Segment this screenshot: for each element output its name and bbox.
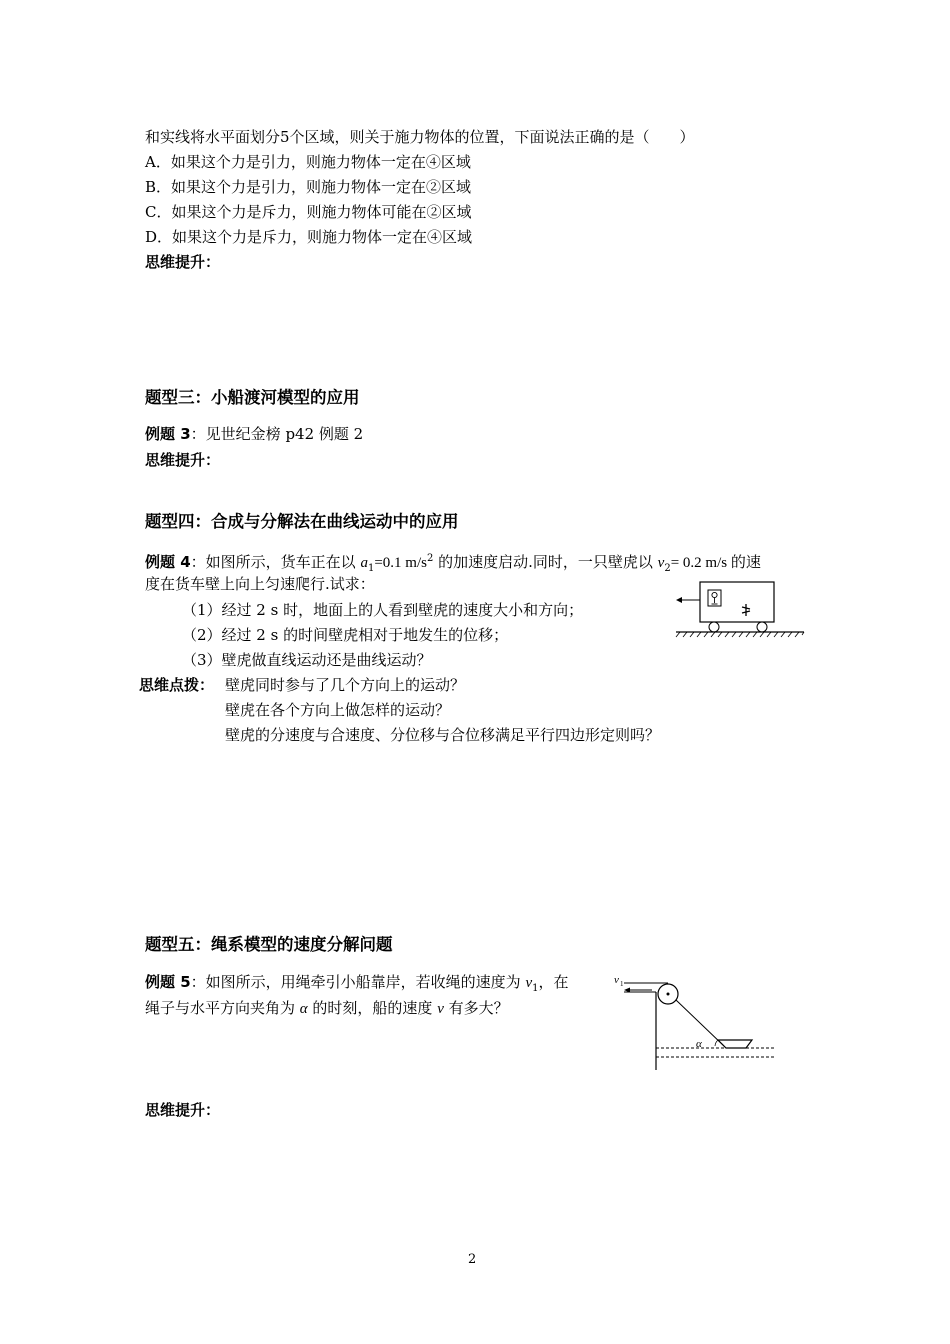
alpha-symbol: α — [299, 1001, 308, 1017]
example3-text: ：见世纪金榜 p42 例题 2 — [190, 425, 364, 443]
example5-line1 — [145, 972, 569, 999]
example3-label: 例题 3 — [145, 425, 191, 443]
accel-value: =0.1 m/s — [374, 555, 427, 571]
example4-text-a: ：如图所示，货车正在以 — [190, 553, 361, 571]
motion-arrow-head — [676, 597, 682, 603]
example4-label: 例题 4 — [145, 553, 191, 571]
type5-reflection-label: 思维提升： — [145, 1101, 221, 1119]
accel-symbol: a — [360, 555, 368, 571]
velocity-symbol: v — [657, 555, 665, 571]
q2-stem-tail: 和实线将水平面划分5个区域，则关于施力物体的位置，下面说法正确的是（ ） — [145, 128, 695, 146]
boat-speed-symbol: v — [437, 1001, 444, 1017]
example5-text-d: 的时刻，船的速度 — [307, 999, 438, 1017]
example4-item-2: （2）经过 2 s 的时间壁虎相对于地发生的位移； — [182, 626, 509, 644]
person-head-icon — [712, 592, 717, 597]
example4-item-1: （1）经过 2 s 时，地面上的人看到壁虎的速度大小和方向； — [182, 601, 584, 619]
q2-option-c: C．如果这个力是斥力，则施力物体可能在②区域 — [145, 203, 472, 221]
ground-hatching — [676, 632, 804, 637]
gecko-icon — [742, 604, 750, 616]
fig-alpha-label: α — [696, 1038, 702, 1050]
type4-heading: 题型四：合成与分解法在曲线运动中的应用 — [145, 512, 459, 531]
type3-reflection-label: 思维提升： — [145, 451, 221, 469]
hint-1: 壁虎同时参与了几个方向上的运动？ — [225, 676, 466, 694]
pull-speed-symbol: v — [525, 975, 533, 991]
example4-text-b: 的加速度启动.同时，一只壁虎以 — [433, 553, 658, 571]
truck-figure — [670, 578, 810, 640]
q2-reflection-label: 思维提升： — [145, 253, 221, 271]
alpha-arc — [715, 1040, 718, 1046]
q2-option-b: B．如果这个力是引力，则施力物体一定在②区域 — [145, 178, 472, 196]
boat-icon — [718, 1040, 752, 1048]
q2-option-d: D．如果这个力是斥力，则施力物体一定在④区域 — [145, 228, 473, 246]
hint-label: 思维点拨： — [139, 676, 215, 694]
example5-text-c: 绳子与水平方向夹角为 — [145, 999, 300, 1017]
example4-line2: 度在货车壁上向上匀速爬行.试求： — [145, 575, 375, 593]
page-number: 2 — [468, 1252, 477, 1267]
type3-example — [145, 424, 363, 444]
boat-pulley-figure — [612, 970, 782, 1075]
pulley-axle — [667, 993, 670, 996]
pull-speed-subscript: 1 — [532, 983, 539, 994]
velocity-subscript: 2 — [664, 563, 671, 574]
fig-v1-subscript: 1 — [620, 980, 624, 988]
accel-superscript: 2 — [426, 553, 434, 564]
truck-body — [700, 582, 774, 622]
fig-v1-label: v — [614, 974, 619, 986]
example5-line2 — [145, 998, 509, 1019]
wheel-left — [709, 622, 719, 632]
type3-heading: 题型三：小船渡河模型的应用 — [145, 388, 360, 407]
hint-2: 壁虎在各个方向上做怎样的运动？ — [225, 701, 451, 719]
example5-text-b: ，在 — [538, 973, 569, 991]
q2-option-a: A．如果这个力是引力，则施力物体一定在④区域 — [145, 153, 471, 171]
example5-label: 例题 5 — [145, 973, 191, 991]
example5-text-e: 有多大？ — [443, 999, 509, 1017]
accel-subscript: 1 — [367, 563, 375, 574]
wheel-right — [757, 622, 767, 632]
velocity-value: = 0.2 m/s 的速 — [670, 555, 761, 571]
example5-text-a: ：如图所示，用绳牵引小船靠岸，若收绳的速度为 — [190, 973, 526, 991]
hint-3: 壁虎的分速度与合速度、分位移与合位移满足平行四边形定则吗？ — [225, 726, 661, 744]
example4-item-3: （3）壁虎做直线运动还是曲线运动？ — [182, 651, 432, 669]
type5-heading: 题型五：绳系模型的速度分解问题 — [145, 935, 393, 954]
